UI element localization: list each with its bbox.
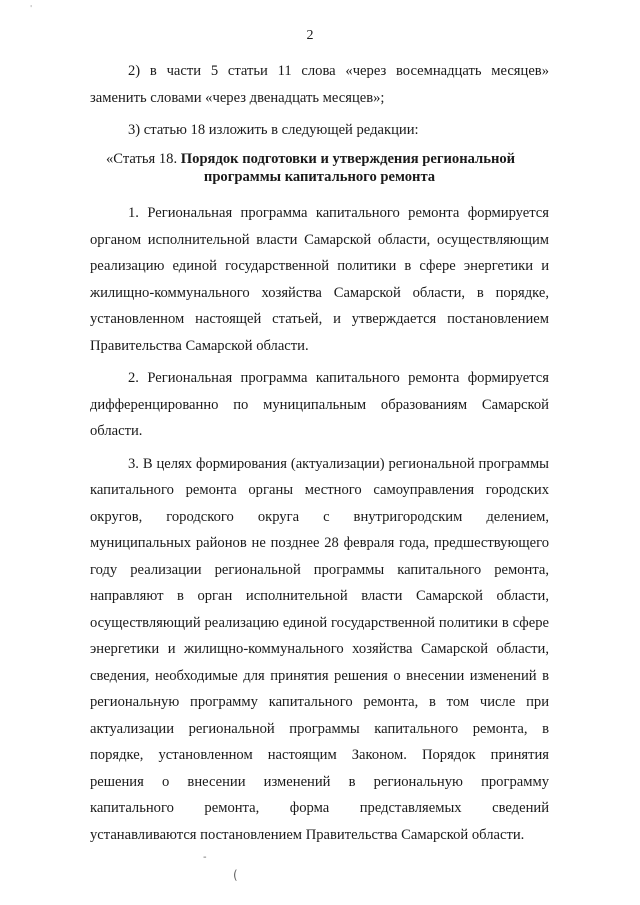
clause-2: 2. Региональная программа капитального ремонта формируется дифференцированно по муниципальным образованиям Самарской области. [90, 370, 549, 440]
article-heading [90, 150, 549, 186]
article-title-continued: программы капитального ремонта [203, 168, 436, 185]
article-title: Порядок подготовки и утверждения региональной [180, 150, 516, 167]
article-number: «Статья 18. [106, 150, 178, 167]
clause-1: 1. Региональная программа капитального ремонта формируется органом исполнительной власти Самарской области, осуществляющим реализацию единой государственной политики в сфере энергетики и жилищно-коммунального хозяйства Самарской области, в порядке, установленном настоящей статьей, и утверждается постановлением Правительства Самарской области. [90, 205, 549, 354]
paragraph-amendment-3: 3) статью 18 изложить в следующей редакции: [128, 122, 419, 138]
scan-artifact-dash: - [203, 852, 207, 863]
document-body [90, 58, 549, 848]
page-number: 2 [306, 28, 314, 43]
scan-artifact-tick: ' [30, 4, 33, 13]
clause-3: 3. В целях формирования (актуализации) региональной программы капитального ремонта органы местного самоуправления городских округов, городского округа с внутригородским делением, муниципальных районов не позднее 28 февраля года, предшествующего году реализации региональной программы капитального ремонта, направляют в орган исполнительной власти Самарской области, осуществляющий реализацию единой государственной политики в сфере энергетики и жилищно-коммунального хозяйства Самарской области, сведения, необходимые для принятия решения о внесении изменений в региональную программу капитального ремонта, в том числе при актуализации региональной программы капитального ремонта, в порядке, установленном настоящим Законом. Порядок принятия решения о внесении изменений в региональную программу капитального ремонта, форма представляемых сведений устанавливаются постановлением Правительства Самарской области. [90, 455, 549, 843]
paragraph-amendment-2: 2) в части 5 статьи 11 слова «через восемнадцать месяцев» заменить словами «через двенадцать месяцев»; [90, 63, 549, 106]
scan-artifact-paren: ( [233, 868, 238, 882]
